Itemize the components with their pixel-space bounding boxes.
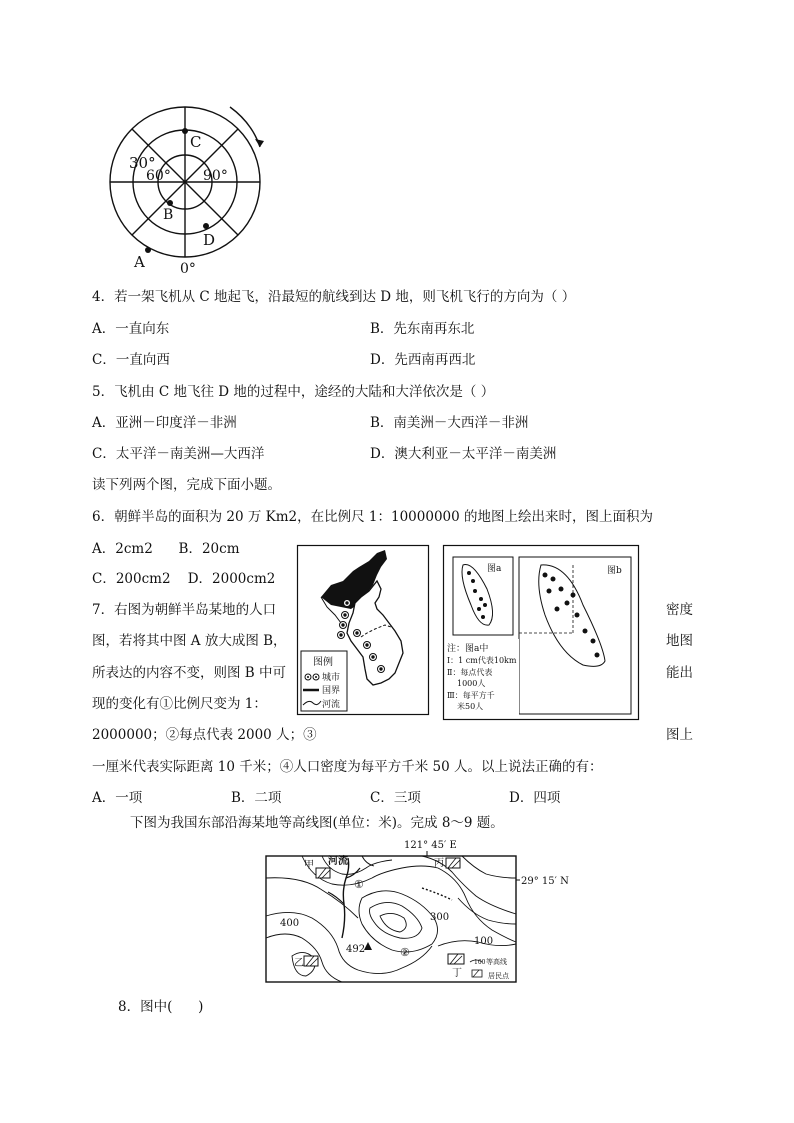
point-d-label: D: [203, 231, 216, 249]
q6-stem: 6．朝鲜半岛的面积为 20 万 Km2，在比例尺 1：10000000 的地图上绘出来时，图上面积为: [92, 509, 654, 525]
lon-0-label: 0°: [180, 261, 196, 277]
q4-option-a[interactable]: A．一直向东: [92, 321, 170, 337]
q7-line2-right: 地图: [666, 633, 693, 649]
lat-30-label: 30°: [129, 154, 156, 172]
q7-line1-right: 密度: [666, 602, 693, 618]
legend-settlement-label: 居民点: [488, 972, 509, 980]
longitude-label: 121° 45′ E: [404, 840, 457, 851]
label-yi: 乙: [294, 958, 304, 969]
note-title: 注：图a中: [447, 644, 489, 654]
lon-90-label: 90°: [203, 168, 228, 184]
q6-options-ab[interactable]: A．2cm2 B．20cm: [92, 541, 240, 557]
fig-a-label: 图a: [487, 564, 502, 574]
label-circle-2: ②: [400, 946, 410, 959]
q8-stem: 8．图中( ): [118, 999, 204, 1015]
contour-map: [262, 838, 569, 988]
population-density-figure: [443, 545, 639, 720]
q7-line3-right: 能出: [666, 665, 693, 681]
label-bing: 丙: [434, 858, 444, 869]
q5-option-c[interactable]: C．太平洋－南美洲—大西洋: [92, 446, 265, 462]
q7-option-b[interactable]: B．二项: [231, 790, 282, 806]
intro-6-7: 读下列两个图，完成下面小题。: [92, 477, 281, 493]
intro-8-9: 下图为我国东部沿海某地等高线图(单位：米)。完成 8～9 题。: [130, 815, 504, 831]
legend-title: 图例: [313, 657, 333, 668]
legend-contour-label: 等高线: [486, 958, 507, 966]
q7-line6: 一厘米代表实际距离 10 千米；④人口密度为每平方千米 50 人。以上说法正确的有：: [92, 759, 603, 775]
legend-river-label: 河流: [322, 700, 341, 710]
point-a-label: A: [134, 253, 145, 271]
legend-border-label: 国界: [322, 686, 341, 696]
korea-map: [297, 545, 429, 715]
label-river: 河流: [328, 856, 348, 867]
point-b-label: B: [163, 207, 174, 223]
q5-option-d[interactable]: D．澳大利亚－太平洋－南美洲: [370, 446, 557, 462]
label-ding: 丁: [452, 968, 462, 979]
q5-option-a[interactable]: A．亚洲－印度洋－非洲: [92, 415, 237, 431]
q7-line2-left: 图，若将其中图 A 放大成图 B，: [92, 633, 287, 649]
q7-line1-left: 7．右图为朝鲜半岛某地的人口: [92, 602, 277, 618]
q4-stem: 4．若一架飞机从 C 地起飞，沿最短的航线到达 D 地，则飞机飞行的方向为（ ）: [92, 289, 576, 305]
fig-b-label: 图b: [607, 566, 622, 576]
note-2b: 1000人: [457, 679, 486, 688]
q7-option-c[interactable]: C．三项: [370, 790, 421, 806]
q4-option-d[interactable]: D．先西南再西北: [370, 352, 476, 368]
note-2a: Ⅱ：每点代表: [447, 668, 493, 677]
note-1: Ⅰ：1 cm代表10km: [447, 656, 517, 665]
contour-100: 100: [474, 936, 494, 947]
lat-60-label: 60°: [146, 168, 171, 184]
q6-options-cd[interactable]: C．200cm2 D．2000cm2: [92, 571, 276, 587]
legend-city-label: 城市: [322, 673, 341, 683]
q7-option-d[interactable]: D．四项: [509, 790, 561, 806]
q7-line5-right: 图上: [666, 727, 693, 743]
q5-stem: 5．飞机由 C 地飞往 D 地的过程中，途经的大陆和大洋依次是（ ）: [92, 384, 495, 400]
q7-line5-left: 2000000；②每点代表 2000 人；③: [92, 727, 317, 743]
latitude-label: 29° 15′ N: [521, 876, 569, 887]
point-c-label: C: [190, 133, 202, 151]
polar-projection-figure: [100, 95, 285, 285]
q4-option-b[interactable]: B．先东南再东北: [370, 321, 475, 337]
peak-492: 492: [346, 944, 366, 955]
note-3a: Ⅲ：每平方千: [447, 691, 495, 700]
label-jia: 甲: [304, 860, 314, 871]
q7-option-a[interactable]: A．一项: [92, 790, 143, 806]
legend-contour-value: 100: [474, 959, 486, 966]
q5-option-b[interactable]: B．南美洲－大西洋－非洲: [370, 415, 529, 431]
note-3b: 米50人: [457, 702, 484, 711]
q4-option-c[interactable]: C．一直向西: [92, 352, 170, 368]
label-circle-1: ①: [354, 878, 364, 891]
contour-400: 400: [280, 918, 300, 929]
q7-line3-left: 所表达的内容不变，则图 B 中可: [92, 665, 287, 681]
contour-300: 300: [430, 912, 450, 923]
q7-line4-left: 现的变化有①比例尺变为 1：: [92, 696, 267, 712]
